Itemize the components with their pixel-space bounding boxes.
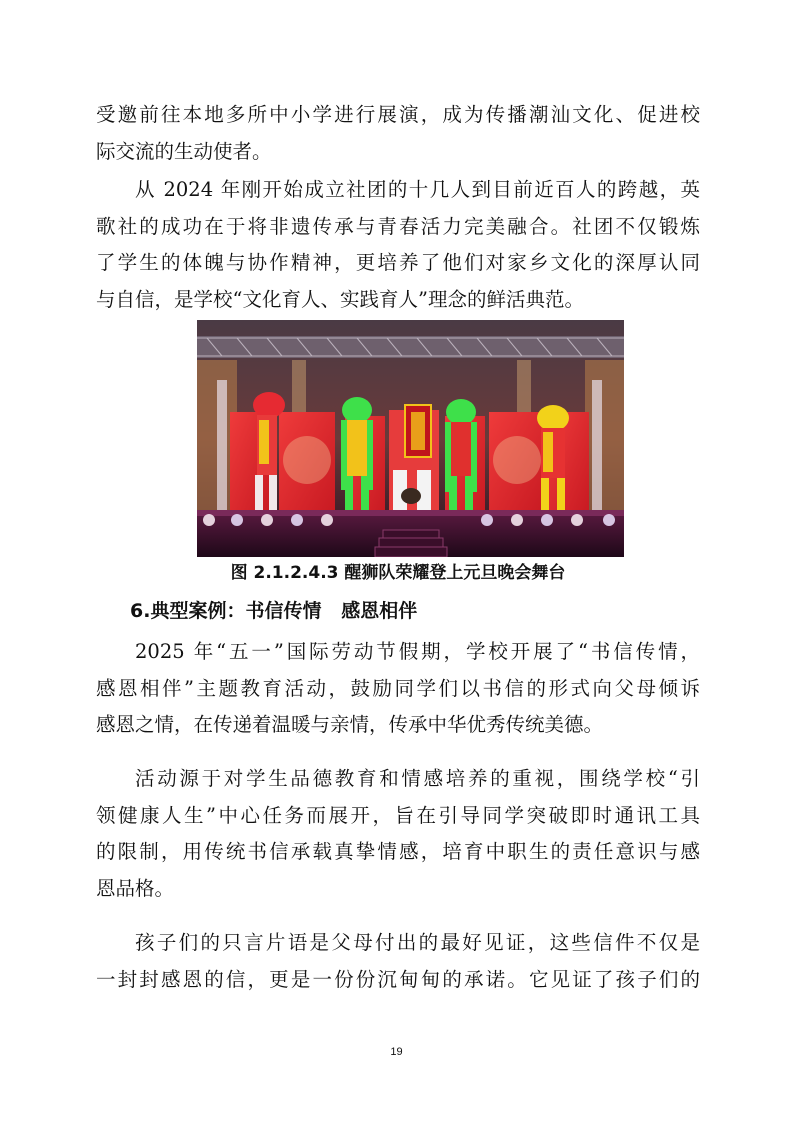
paragraph-line: 孩子们的只言片语是父母付出的最好见证，这些信件不仅是: [135, 931, 700, 954]
figure-caption: 图 2.1.2.4.3 醒狮队荣耀登上元旦晚会舞台: [230, 563, 566, 583]
paragraph-line: 受邀前往本地多所中小学进行展演，成为传播潮汕文化、促进校: [96, 103, 700, 126]
paragraph-line: 感恩之情，在传递着温暖与亲情，传承中华优秀传统美德。: [96, 713, 604, 736]
paragraph-4: [96, 761, 700, 907]
paragraph-5: [96, 925, 700, 998]
section-heading: 6.典型案例：书信传情 感恩相伴: [130, 600, 418, 622]
paragraph-line: 际交流的生动使者。: [96, 139, 272, 163]
paragraph-2: [96, 172, 700, 318]
paragraph-line: 2025 年“五一”国际劳动节假期，学校开展了“书信传情，: [135, 640, 700, 663]
paragraph-line: 恩品格。: [96, 876, 175, 900]
paragraph-3: [96, 634, 700, 744]
paragraph-1: [96, 97, 700, 170]
paragraph-line: 与自信，是学校“文化育人、实践育人”理念的鲜活典范。: [96, 287, 584, 311]
page-number: 19: [390, 1046, 403, 1058]
lion-dance-photo: [197, 320, 624, 557]
paragraph-line: 歌社的成功在于将非遗传承与青春活力完美融合。社团不仅锻炼: [96, 214, 700, 238]
paragraph-line: 感恩相伴”主题教育活动，鼓励同学们以书信的形式向父母倾诉: [96, 676, 700, 700]
paragraph-line: 的限制，用传统书信承载真挚情感，培育中职生的责任意识与感: [96, 840, 700, 863]
paragraph-line: 了学生的体魄与协作精神，更培养了他们对家乡文化的深厚认同: [96, 251, 700, 274]
paragraph-line: 领健康人生”中心任务而展开，旨在引导同学突破即时通讯工具: [96, 803, 700, 827]
paragraph-line: 从 2024 年刚开始成立社团的十几人到目前近百人的跨越，英: [135, 178, 700, 201]
paragraph-line: 活动源于对学生品德教育和情感培养的重视，围绕学校“引: [135, 767, 700, 790]
paragraph-line: 一封封感恩的信，更是一份份沉甸甸的承诺。它见证了孩子们的: [96, 967, 700, 991]
